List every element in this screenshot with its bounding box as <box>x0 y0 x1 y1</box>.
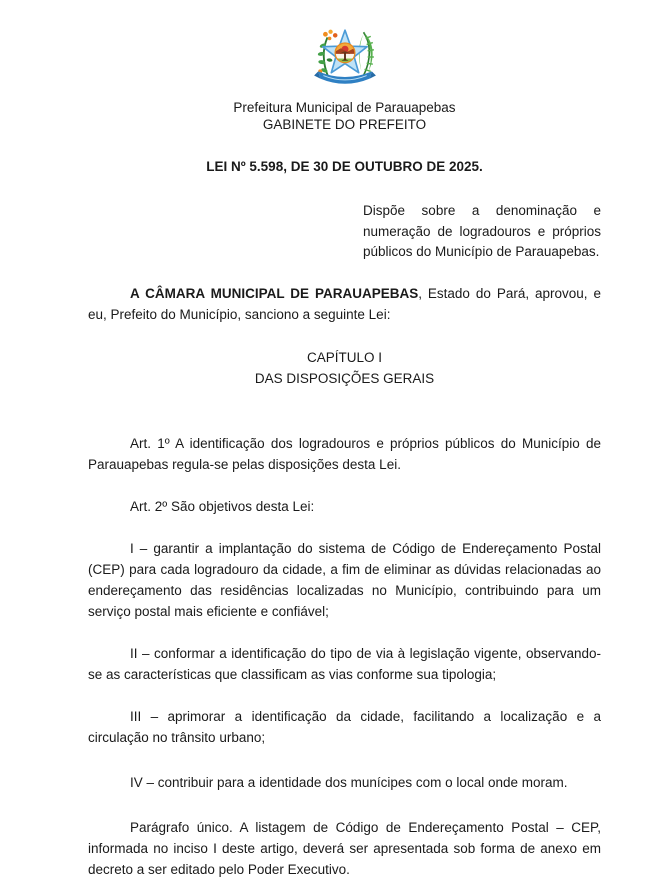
chapter-block <box>88 347 601 389</box>
org-name: Prefeitura Municipal de Parauapebas <box>233 100 456 115</box>
article-2-item-ii: II – conformar a identificação do tipo de via à legislação vigente, observando-se as características que classificam as vias conforme sua tipologia; <box>88 645 601 682</box>
preamble-rest: , Estado do Pará, aprovou, e eu, Prefeito do Município, sanciono a seguinte Lei: <box>88 285 601 322</box>
article-2-sole-paragraph: Parágrafo único. A listagem de Código de Endereçamento Postal – CEP, informada no inciso I deste artigo, deverá ser apresentada sob forma de anexo em decreto a ser editado pelo Poder Executivo. <box>88 819 601 877</box>
chapter-subheading: DAS DISPOSIÇÕES GERAIS <box>254 370 435 386</box>
letterhead <box>88 26 601 133</box>
parauapebas-coat-of-arms-icon <box>88 26 601 90</box>
article-2-item-iii: III – aprimorar a identificação da cidade, facilitando a localização e a circulação no trânsito urbano; <box>88 708 601 745</box>
law-preamble <box>88 283 601 325</box>
org-department: GABINETE DO PREFEITO <box>262 117 427 132</box>
chapter-heading: CAPÍTULO I <box>306 349 382 365</box>
article-1-paragraph: Art. 1º A identificação dos logradouros e próprios públicos do Município de Parauapebas regula-se pelas disposições desta Lei. <box>88 435 601 472</box>
article-2-paragraph: Art. 2º São objetivos desta Lei: <box>130 498 315 514</box>
preamble-chamber-name: A CÂMARA MUNICIPAL DE PARAUAPEBAS <box>130 285 419 301</box>
article-2-item-i: I – garantir a implantação do sistema de Código de Endereçamento Postal (CEP) para cada logradouro da cidade, a fim de eliminar as dúvidas relacionadas ao endereçamento das residências localizadas no Município, contribuindo para um serviço postal mais eficiente e confiável; <box>88 540 601 619</box>
law-epigraph: Dispõe sobre a denominação e numeração de logradouros e próprios públicos do Município de Parauapebas. <box>363 203 601 259</box>
law-title: LEI Nº 5.598, DE 30 DE OUTUBRO DE 2025. <box>206 159 483 174</box>
article-2-item-iv: IV – contribuir para a identidade dos munícipes com o local onde moram. <box>130 774 568 790</box>
